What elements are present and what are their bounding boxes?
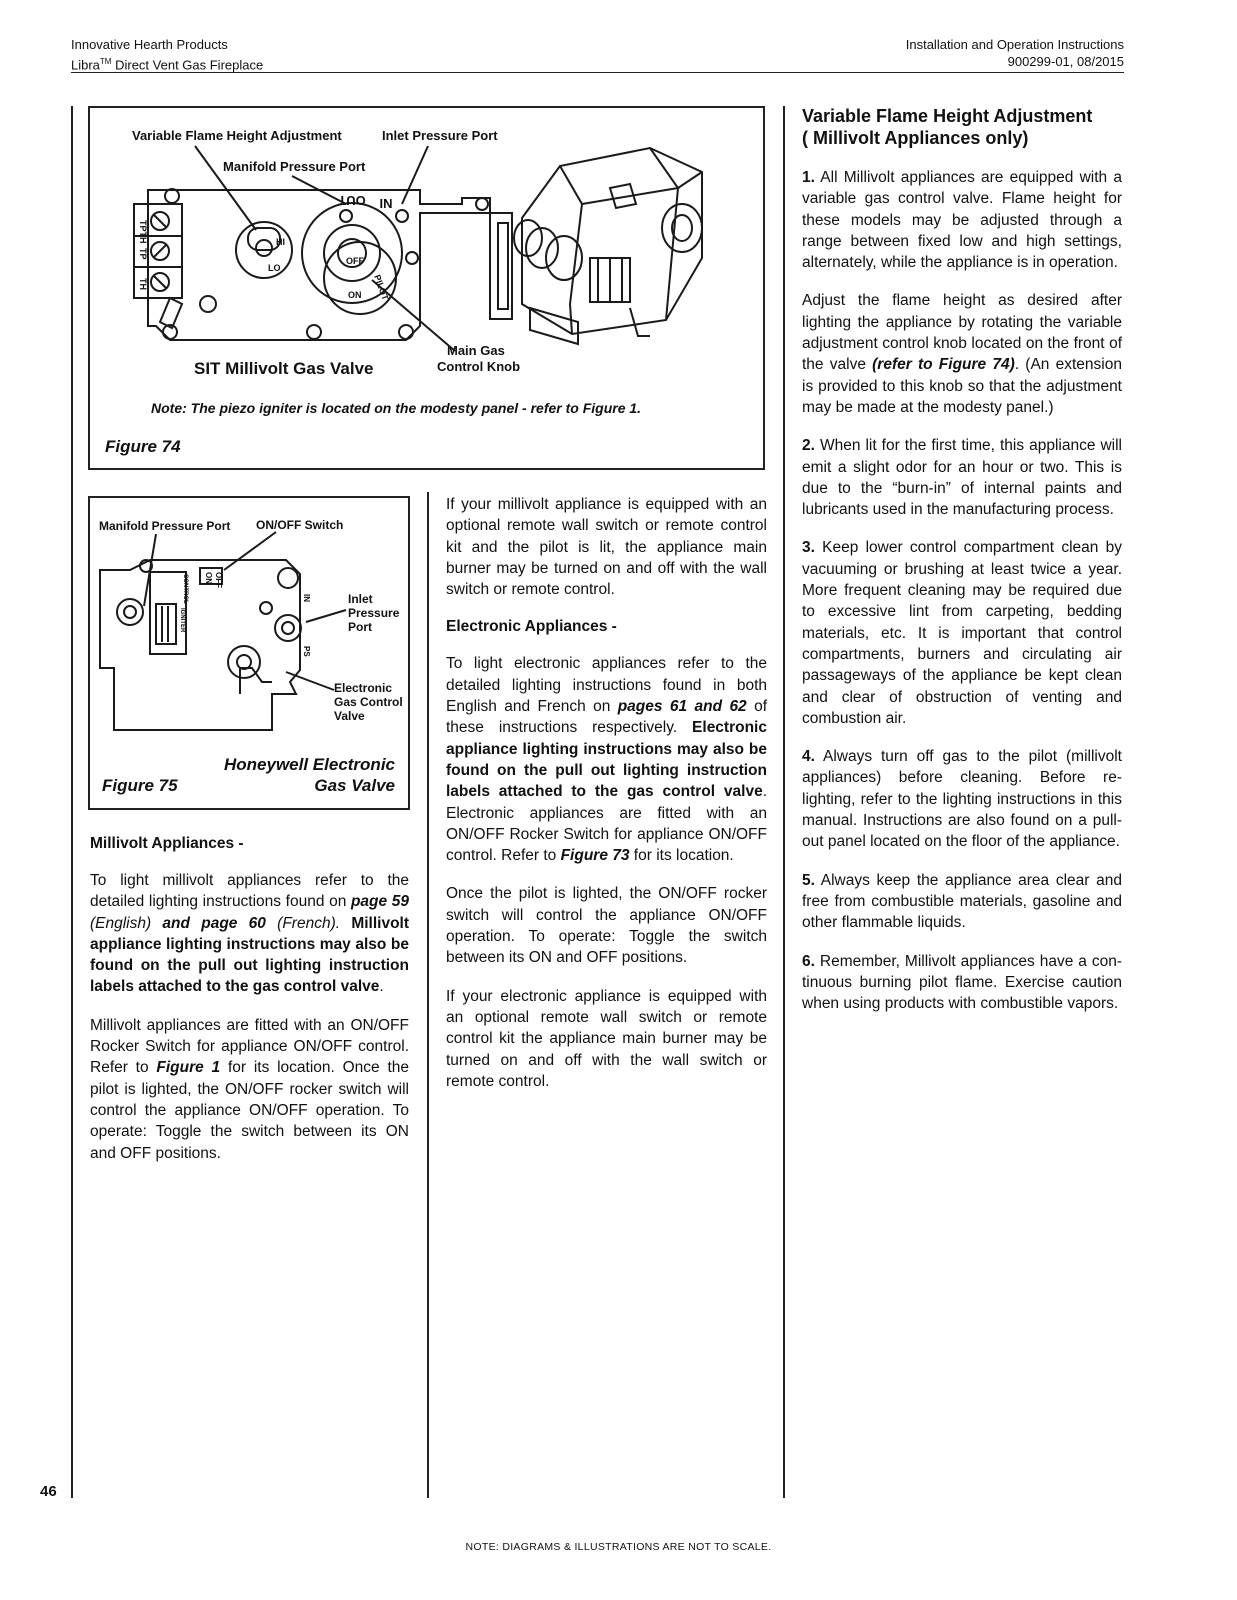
- text-run: . Electronic appliances are fitted with an ON/OFF Rocker Switch for appliance ON/OFF control. Refer to: [446, 783, 767, 865]
- figure-75-label: Figure 75: [102, 776, 178, 795]
- scale-footnote: NOTE: DIAGRAMS & ILLUSTRATIONS ARE NOT TO SCALE.: [465, 1541, 772, 1553]
- item-number: 3.: [802, 539, 815, 557]
- leader-vfha: [195, 146, 256, 230]
- mark-tp: TP: [138, 248, 148, 260]
- figure-1-ref: Figure 1: [156, 1059, 221, 1077]
- mark-out: OUT: [338, 193, 366, 208]
- header-rule: [71, 72, 1124, 73]
- mount-bolt: [278, 568, 298, 588]
- leader-inlet: [402, 146, 428, 204]
- doc-title: Installation and Operation Instructions: [905, 37, 1124, 52]
- bold-run: Millivolt appliance lighting instructions may also be found on the pull out lighting instruction labels attached to the gas control valve: [90, 914, 410, 996]
- label-main-gas: Main Gas: [447, 343, 505, 358]
- mark-control: CONTROL: [182, 574, 188, 604]
- text-run: When lit for the first time, this appliance will emit a slight odor for an hour or two. This is due to the “burn-in” of internal paints and lubricants used in the manufacturing process.: [802, 437, 1122, 519]
- mark-lo: LO: [268, 263, 281, 273]
- column-1: [90, 834, 409, 1181]
- mark-off-75: OFF: [214, 572, 223, 588]
- item-number: 5.: [802, 871, 815, 889]
- label-inlet-line1: Inlet: [348, 592, 373, 606]
- electronic-heading: Electronic Appliances -: [446, 618, 617, 636]
- column-3: [802, 105, 1122, 1031]
- column-divider-1: [427, 492, 429, 1498]
- bold-run: Electronic appliance lighting instructions may also be found on the pull out lighting instruction labels attached to the gas control valve: [446, 719, 767, 801]
- text-run: Keep lower control compartment clean by vacuuming or brushing at least twice a year. More frequent cleaning may be required due to excessive lint from carpeting, bedding materials, etc. It is important that control compartments, burners and circulating air passageways of the appliance be kept clean and clear of obstruction of venting and combustion air.: [802, 539, 1122, 727]
- port-screw: [406, 252, 418, 264]
- trademark-mark: TM: [99, 57, 112, 66]
- mount-bolt: [399, 325, 413, 339]
- dial-inner: [324, 225, 380, 281]
- text-run: (English): [90, 914, 163, 932]
- label-egcv-line3: Valve: [334, 709, 365, 723]
- text-run: All Millivolt appliances are equipped with a variable gas control valve. Flame height for these models may be adjusted through a range between fixed low and high settings, alternately, while the appliance is in operation.: [802, 169, 1122, 272]
- piezo-note: Note: The piezo igniter is located on the modesty panel - refer to Figure 1.: [151, 400, 642, 416]
- item-number: 2.: [802, 437, 815, 455]
- mark-ps: PS: [302, 646, 311, 657]
- label-on-off-switch: ON/OFF Switch: [256, 518, 344, 532]
- sit-valve-drawing: [90, 108, 763, 468]
- mark-tpth: TPTH: [138, 220, 148, 244]
- label-egcv-line1: Electronic: [334, 681, 393, 695]
- mark-in-75: IN: [302, 594, 311, 602]
- screw: [260, 602, 272, 614]
- item-1b: [802, 290, 1122, 418]
- header-left: [71, 36, 263, 73]
- header-right: [906, 36, 1124, 70]
- millivolt-heading: Millivolt Appliances -: [90, 835, 244, 852]
- label-egcv-line2: Gas Control: [334, 695, 403, 709]
- text-run: Always keep the appliance area clear and free from combustible materials, gasoline and other flammable liquids.: [802, 871, 1122, 932]
- company-name: Innovative Hearth Products: [71, 37, 228, 52]
- honeywell-title-line1: Honeywell Electronic: [224, 755, 395, 774]
- mark-igniter: IGNITER: [179, 608, 185, 633]
- product-name: [71, 53, 263, 73]
- honeywell-title-line2: Gas Valve: [314, 776, 395, 795]
- mark-hi: HI: [276, 237, 285, 247]
- igniter-block: [156, 604, 176, 644]
- figure-73-ref: Figure 73: [560, 847, 630, 865]
- doc-number: 900299-01, 08/2015: [1007, 54, 1124, 69]
- figure-74-ref: (refer to Figure 74): [872, 356, 1015, 374]
- text-run: To light electronic appliances refer to the detailed lighting instructions found in both English and French on: [446, 655, 767, 716]
- page-60-ref: and page 60: [162, 914, 266, 932]
- left-margin-rule: [71, 106, 73, 1498]
- port-inner: [282, 622, 294, 634]
- screw-slot: [154, 276, 166, 288]
- label-inlet-line2: Pressure: [348, 606, 400, 620]
- text-run: .: [379, 978, 384, 996]
- product-brand: Libra: [71, 57, 100, 73]
- label-inlet-pressure-port: Inlet Pressure Port: [382, 128, 498, 143]
- manifold-port-75: [117, 599, 143, 625]
- text-run: Adjust the flame height as desired after lighting the appliance by rotating the variable adjustment control knob located on the front of the valve: [802, 292, 1122, 374]
- text-run: (French).: [265, 914, 352, 932]
- honeywell-valve-body: [100, 560, 300, 730]
- mark-pilot: PILOT: [372, 273, 391, 302]
- text-run: of these instructions respectively.: [446, 698, 767, 737]
- mark-in: IN: [379, 196, 393, 211]
- electronic-paragraph-3: If your electronic appliance is equipped with an optional remote wall switch or remote control kit the appliance main burner may be turned on and off with the wall switch or remote control.: [446, 987, 767, 1090]
- column-2: [446, 494, 767, 1109]
- mark-th: TH: [138, 278, 148, 290]
- text-run: for its location.: [629, 847, 734, 865]
- heading-line2: ( Millivolt Appliances only): [802, 128, 1029, 148]
- item-5: [802, 870, 1122, 934]
- mark-off: OFF: [346, 256, 364, 266]
- label-manifold-pressure-port: Manifold Pressure Port: [223, 159, 366, 174]
- honeywell-valve-drawing: [90, 498, 408, 808]
- valve-body: [148, 190, 490, 340]
- millivolt-paragraph-2: [90, 1015, 409, 1164]
- text-run: To light millivolt appliances refer to the detailed lighting instructions found on: [90, 872, 409, 911]
- screw-slot: [154, 245, 166, 257]
- regulator-inner: [237, 655, 251, 669]
- pressure-regulator: [228, 646, 260, 678]
- knob-center: [256, 240, 272, 256]
- item-4: [802, 746, 1122, 852]
- mount-bolt: [307, 325, 321, 339]
- port-inner: [124, 606, 136, 618]
- leader-inlet-75: [306, 610, 346, 622]
- text-run: Always turn off gas to the pilot (millivolt appliances) before cleaning. Before re-lighting, refer to the lighting instructions in this manual. Instructions are also found on a pull-out panel located on the floor of the appliance.: [802, 748, 1122, 851]
- page-number: 46: [40, 1483, 57, 1500]
- item-3: [802, 537, 1122, 729]
- screw-slot: [154, 215, 166, 227]
- item-number: 4.: [802, 748, 815, 766]
- vfha-heading: [802, 105, 1122, 149]
- heading-line1: Variable Flame Height Adjustment: [802, 106, 1093, 126]
- label-inlet-line3: Port: [348, 620, 372, 634]
- label-control-knob: Control Knob: [437, 359, 521, 374]
- manifold-port-screw: [340, 210, 352, 222]
- millivolt-paragraph-1: [90, 870, 409, 998]
- mount-bolt: [165, 189, 179, 203]
- text-run: Remember, Millivolt appliances have a con-tinuous burning pilot flame. Exercise caution when using products with combustible vapors.: [802, 952, 1122, 1013]
- label-manifold-pressure-port-75: Manifold Pressure Port: [99, 519, 231, 533]
- item-number: 1.: [802, 169, 815, 186]
- pilot-outlet: [160, 298, 182, 328]
- figure-74-label: Figure 74: [105, 437, 181, 456]
- label-variable-flame-height: Variable Flame Height Adjustment: [132, 128, 342, 143]
- flange-inner: [498, 223, 508, 309]
- text-run: Millivolt appliances are fitted with an ON/OFF Rocker Switch for appliance ON/OFF control. Refer to: [90, 1016, 409, 1077]
- mark-on-75: ON: [204, 572, 213, 584]
- mount-bolt: [476, 198, 488, 210]
- text-run: . (An extension is provided to this knob so that the adjustment may be made at the modesty panel.): [802, 356, 1122, 416]
- sit-valve-title: SIT Millivolt Gas Valve: [194, 359, 374, 378]
- leader-switch: [224, 532, 276, 570]
- mark-on: ON: [348, 290, 362, 300]
- pages-61-62-ref: pages 61 and 62: [617, 698, 747, 716]
- page-59-ref: page 59: [350, 893, 409, 911]
- item-2: [802, 435, 1122, 520]
- inlet-port-75: [275, 615, 301, 641]
- product-desc: Direct Vent Gas Fireplace: [111, 57, 264, 73]
- sit-valve-isometric: [514, 148, 702, 344]
- item-1: [802, 167, 1122, 273]
- item-6: [802, 951, 1122, 1015]
- text-run: for its location. Once the pilot is lighted, the ON/OFF rocker switch will control the appliance ON/OFF operation. To operate: Toggle the switch between its ON and OFF positions.: [90, 1059, 409, 1162]
- inlet-port-screw: [396, 210, 408, 222]
- column-divider-2: [783, 106, 785, 1498]
- figure-75: [88, 496, 410, 810]
- electronic-paragraph-1: [446, 653, 767, 866]
- pilot-adjust: [200, 296, 216, 312]
- remote-millivolt-paragraph: If your millivolt appliance is equipped with an optional remote wall switch or remote control kit and the pilot is lit, the appliance main burner may be turned on and off with the wall switch or remote control.: [446, 496, 767, 599]
- item-number: 6.: [802, 952, 815, 970]
- electronic-paragraph-2: Once the pilot is lighted, the ON/OFF rocker switch will control the appliance ON/OFF operation. To operate: Toggle the switch between its ON and OFF positions.: [446, 885, 767, 967]
- figure-74: [88, 106, 765, 470]
